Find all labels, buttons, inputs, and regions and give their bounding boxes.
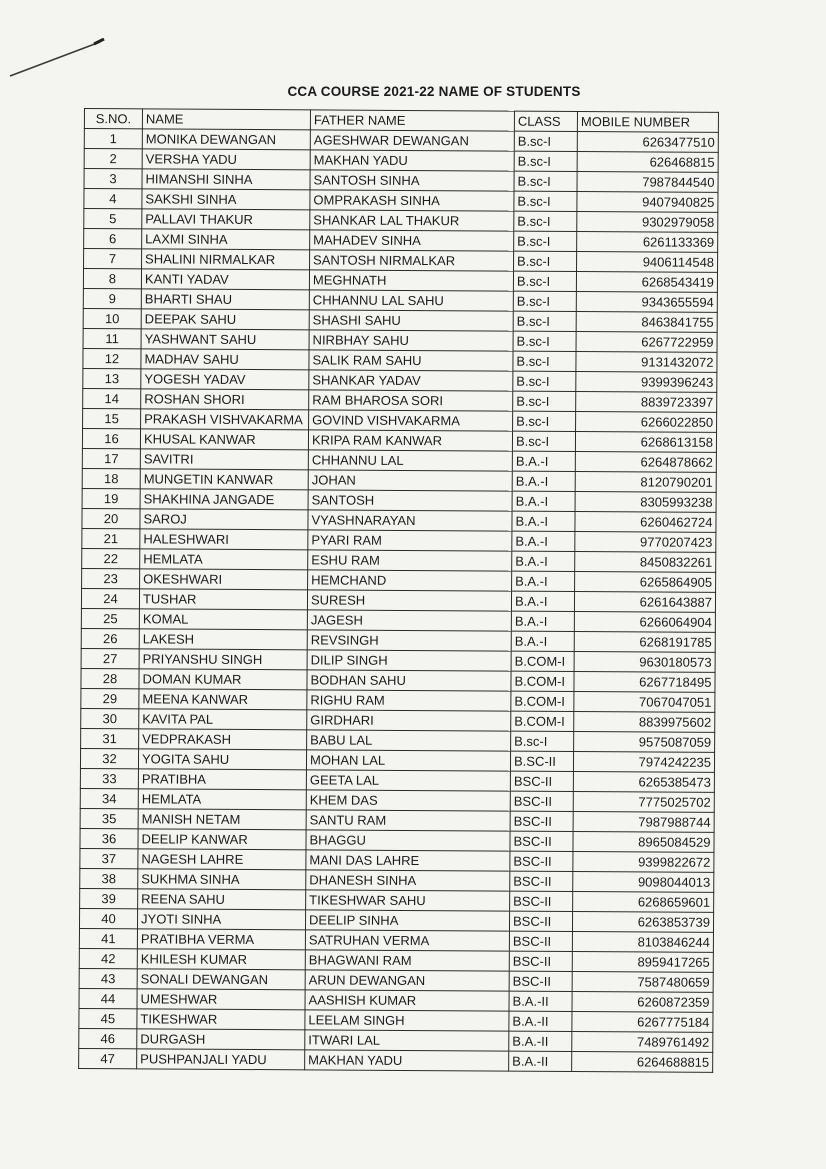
cell-sno: 32: [80, 748, 138, 768]
cell-name: JYOTI SINHA: [137, 909, 305, 930]
cell-name: SAROJ: [140, 509, 308, 530]
cell-mobile-number: 9098044013: [573, 872, 714, 893]
cell-class: B.A.-I: [512, 511, 575, 531]
cell-mobile-number: 9399822672: [573, 852, 714, 873]
cell-sno: 44: [79, 988, 137, 1008]
cell-father-name: ITWARI LAL: [305, 1030, 509, 1051]
cell-father-name: ESHU RAM: [308, 550, 512, 571]
cell-name: SAKSHI SINHA: [142, 189, 310, 210]
cell-name: MUNGETIN KANWAR: [140, 469, 308, 490]
cell-father-name: CHHANNU LAL SAHU: [309, 290, 513, 311]
cell-father-name: ARUN DEWANGAN: [305, 970, 509, 991]
cell-father-name: MAKHAN YADU: [310, 150, 514, 171]
cell-mobile-number: 7067047051: [574, 692, 715, 713]
cell-sno: 8: [83, 269, 141, 289]
cell-class: BSC-II: [510, 851, 573, 871]
cell-mobile-number: 6267722959: [576, 332, 717, 353]
cell-father-name: SALIK RAM SAHU: [309, 350, 513, 371]
cell-name: TUSHAR: [139, 589, 307, 610]
cell-father-name: AASHISH KUMAR: [305, 990, 509, 1011]
cell-name: DURGASH: [137, 1029, 305, 1050]
cell-father-name: BODHAN SAHU: [307, 670, 511, 691]
cell-mobile-number: 6261133369: [577, 232, 718, 253]
cell-sno: 11: [83, 328, 141, 348]
cell-mobile-number: 9399396243: [576, 372, 717, 393]
cell-class: B.COM-I: [511, 691, 574, 711]
cell-mobile-number: 6266064904: [574, 612, 715, 633]
cell-sno: 17: [82, 448, 140, 468]
cell-name: LAKESH: [139, 629, 307, 650]
cell-father-name: DEELIP SINHA: [305, 910, 509, 931]
cell-mobile-number: 7987988744: [573, 812, 714, 833]
cell-mobile-number: 6268543419: [576, 272, 717, 293]
cell-class: B.sc-I: [514, 131, 577, 151]
cell-class: B.sc-I: [513, 411, 576, 431]
cell-sno: 18: [82, 468, 140, 488]
cell-father-name: MOHAN LAL: [306, 750, 510, 771]
pen-stroke-mark: [8, 38, 106, 78]
table-row: [79, 1048, 713, 1072]
cell-father-name: SANTOSH SINHA: [310, 170, 514, 191]
cell-sno: 13: [83, 368, 141, 388]
cell-sno: 27: [81, 648, 139, 668]
cell-name: MEENA KANWAR: [139, 689, 307, 710]
cell-mobile-number: 6267718495: [574, 672, 715, 693]
cell-mobile-number: 6265864905: [575, 572, 716, 593]
cell-mobile-number: 9406114548: [577, 252, 718, 273]
cell-name: MONIKA DEWANGAN: [142, 129, 310, 150]
cell-class: BSC-II: [510, 831, 573, 851]
cell-mobile-number: 6260462724: [575, 512, 716, 533]
cell-class: B.sc-I: [513, 371, 576, 391]
cell-sno: 26: [81, 628, 139, 648]
cell-father-name: PYARI RAM: [308, 530, 512, 551]
cell-mobile-number: 6260872359: [572, 991, 713, 1012]
cell-sno: 3: [84, 169, 142, 189]
cell-mobile-number: 8463841755: [576, 312, 717, 333]
cell-name: SONALI DEWANGAN: [137, 969, 305, 990]
cell-mobile-number: 7489761492: [572, 1031, 713, 1052]
cell-father-name: SANTOSH: [308, 490, 512, 511]
cell-mobile-number: 9131432072: [576, 352, 717, 373]
cell-class: B.COM-I: [511, 711, 574, 731]
cell-sno: 36: [80, 828, 138, 848]
cell-mobile-number: 6263853739: [572, 911, 713, 932]
cell-class: B.sc-I: [513, 311, 576, 331]
header-father-name: FATHER NAME: [310, 110, 514, 131]
cell-name: KHILESH KUMAR: [137, 949, 305, 970]
cell-sno: 40: [79, 908, 137, 928]
cell-mobile-number: 8450832261: [575, 552, 716, 573]
cell-sno: 1: [84, 129, 142, 149]
cell-class: BSC-II: [509, 971, 572, 991]
cell-name: DEEPAK SAHU: [141, 309, 309, 330]
cell-mobile-number: 6268191785: [574, 632, 715, 653]
cell-sno: 16: [82, 428, 140, 448]
cell-sno: 42: [79, 948, 137, 968]
cell-name: DOMAN KUMAR: [139, 669, 307, 690]
cell-father-name: REVSINGH: [307, 630, 511, 651]
table-body: [79, 129, 719, 1073]
cell-class: B.A.-II: [509, 1011, 572, 1031]
cell-father-name: SHANKAR LAL THAKUR: [310, 210, 514, 231]
cell-sno: 43: [79, 968, 137, 988]
cell-class: BSC-II: [509, 911, 572, 931]
cell-sno: 24: [81, 588, 139, 608]
cell-sno: 46: [79, 1028, 137, 1048]
cell-sno: 41: [79, 928, 137, 948]
cell-name: SAVITRI: [140, 449, 308, 470]
cell-mobile-number: 6264878662: [575, 452, 716, 473]
cell-mobile-number: 8965084529: [573, 832, 714, 853]
cell-father-name: AGESHWAR DEWANGAN: [310, 130, 514, 151]
cell-father-name: SHANKAR YADAV: [309, 370, 513, 391]
header-name: NAME: [142, 109, 310, 130]
cell-name: DEELIP KANWAR: [138, 829, 306, 850]
cell-name: LAXMI SINHA: [142, 229, 310, 250]
cell-name: KANTI YADAV: [141, 269, 309, 290]
header-sno: S.NO.: [84, 109, 142, 129]
cell-mobile-number: 7775025702: [573, 792, 714, 813]
cell-name: SUKHMA SINHA: [138, 869, 306, 890]
cell-class: B.sc-I: [513, 391, 576, 411]
cell-father-name: KHEM DAS: [306, 790, 510, 811]
cell-name: KOMAL: [139, 609, 307, 630]
cell-father-name: BHAGGU: [306, 830, 510, 851]
cell-sno: 31: [81, 728, 139, 748]
cell-class: B.sc-I: [514, 251, 577, 271]
cell-class: B.A.-I: [512, 451, 575, 471]
cell-sno: 34: [80, 788, 138, 808]
document-title: CCA COURSE 2021-22 NAME OF STUDENTS: [287, 84, 581, 99]
cell-father-name: LEELAM SINGH: [305, 1010, 509, 1031]
cell-father-name: MAKHAN YADU: [305, 1050, 509, 1071]
cell-father-name: SATRUHAN VERMA: [305, 930, 509, 951]
cell-class: BSC-II: [510, 811, 573, 831]
cell-sno: 9: [83, 288, 141, 308]
students-table: [78, 108, 719, 1073]
cell-father-name: GIRDHARI: [307, 710, 511, 731]
cell-sno: 25: [81, 608, 139, 628]
cell-father-name: MEGHNATH: [309, 270, 513, 291]
cell-class: B.sc-I: [511, 731, 574, 751]
cell-name: PRATIBHA VERMA: [137, 929, 305, 950]
cell-name: KHUSAL KANWAR: [140, 429, 308, 450]
cell-sno: 47: [79, 1048, 137, 1068]
cell-sno: 14: [83, 388, 141, 408]
cell-name: PRATIBHA: [138, 769, 306, 790]
cell-father-name: KRIPA RAM KANWAR: [308, 430, 512, 451]
cell-sno: 6: [84, 229, 142, 249]
cell-name: BHARTI SHAU: [141, 289, 309, 310]
cell-sno: 33: [80, 768, 138, 788]
cell-name: PALLAVI THAKUR: [142, 209, 310, 230]
cell-sno: 30: [81, 708, 139, 728]
cell-father-name: MANI DAS LAHRE: [306, 850, 510, 871]
cell-name: MADHAV SAHU: [141, 349, 309, 370]
cell-mobile-number: 8959417265: [572, 951, 713, 972]
cell-sno: 39: [80, 888, 138, 908]
cell-name: HEMLATA: [138, 789, 306, 810]
cell-class: B.sc-I: [514, 211, 577, 231]
cell-name: OKESHWARI: [140, 569, 308, 590]
cell-name: YOGITA SAHU: [138, 749, 306, 770]
cell-sno: 12: [83, 348, 141, 368]
cell-sno: 4: [84, 189, 142, 209]
cell-mobile-number: 6265385473: [573, 772, 714, 793]
cell-name: HEMLATA: [140, 549, 308, 570]
cell-mobile-number: 6263477510: [577, 132, 718, 153]
cell-sno: 38: [80, 868, 138, 888]
cell-father-name: RAM BHAROSA SORI: [309, 390, 513, 411]
cell-father-name: GEETA LAL: [306, 770, 510, 791]
cell-name: UMESHWAR: [137, 989, 305, 1010]
cell-father-name: SHASHI SAHU: [309, 310, 513, 331]
cell-sno: 35: [80, 808, 138, 828]
cell-father-name: MAHADEV SINHA: [310, 230, 514, 251]
cell-mobile-number: 7974242235: [573, 752, 714, 773]
cell-class: B.sc-I: [513, 331, 576, 351]
cell-mobile-number: 7587480659: [572, 971, 713, 992]
cell-sno: 22: [82, 548, 140, 568]
cell-class: B.sc-I: [513, 351, 576, 371]
cell-mobile-number: 6264688815: [572, 1051, 713, 1072]
cell-mobile-number: 9630180573: [574, 652, 715, 673]
cell-class: B.COM-I: [511, 651, 574, 671]
cell-class: BSC-II: [510, 771, 573, 791]
cell-class: B.sc-I: [513, 271, 576, 291]
cell-sno: 2: [84, 149, 142, 169]
cell-name: SHAKHINA JANGADE: [140, 489, 308, 510]
cell-class: B.A.-I: [511, 611, 574, 631]
cell-class: B.sc-I: [513, 291, 576, 311]
cell-sno: 15: [83, 408, 141, 428]
cell-sno: 23: [82, 568, 140, 588]
cell-mobile-number: 7987844540: [577, 172, 718, 193]
cell-class: BSC-II: [509, 951, 572, 971]
cell-class: B.A.-II: [509, 1031, 572, 1051]
cell-mobile-number: 6266022850: [576, 412, 717, 433]
cell-father-name: JOHAN: [308, 470, 512, 491]
cell-mobile-number: 9343655594: [576, 292, 717, 313]
cell-sno: 29: [81, 688, 139, 708]
cell-name: NAGESH LAHRE: [138, 849, 306, 870]
cell-mobile-number: 8839723397: [576, 392, 717, 413]
cell-sno: 37: [80, 848, 138, 868]
cell-mobile-number: 6268659601: [573, 892, 714, 913]
cell-name: MANISH NETAM: [138, 809, 306, 830]
cell-father-name: SANTU RAM: [306, 810, 510, 831]
cell-class: BSC-II: [510, 791, 573, 811]
cell-father-name: JAGESH: [307, 610, 511, 631]
cell-father-name: RIGHU RAM: [307, 690, 511, 711]
cell-father-name: CHHANNU LAL: [308, 450, 512, 471]
cell-mobile-number: 9302979058: [577, 212, 718, 233]
cell-class: B.A.-I: [512, 471, 575, 491]
cell-class: B.A.-I: [512, 531, 575, 551]
cell-name: VERSHA YADU: [142, 149, 310, 170]
cell-name: PRAKASH VISHVAKARMA: [141, 409, 309, 430]
cell-class: B.SC-II: [510, 751, 573, 771]
cell-father-name: DILIP SINGH: [307, 650, 511, 671]
cell-class: BSC-II: [509, 931, 572, 951]
cell-name: VEDPRAKASH: [139, 729, 307, 750]
cell-class: B.A.-I: [512, 491, 575, 511]
cell-class: B.A.-I: [512, 571, 575, 591]
cell-sno: 45: [79, 1008, 137, 1028]
cell-sno: 28: [81, 668, 139, 688]
cell-sno: 19: [82, 488, 140, 508]
cell-sno: 10: [83, 308, 141, 328]
cell-name: REENA SAHU: [138, 889, 306, 910]
cell-sno: 5: [84, 209, 142, 229]
cell-class: B.A.-I: [512, 551, 575, 571]
cell-class: B.A.-II: [509, 1051, 572, 1071]
cell-mobile-number: 6267775184: [572, 1011, 713, 1032]
cell-class: BSC-II: [510, 891, 573, 911]
cell-father-name: OMPRAKASH SINHA: [310, 190, 514, 211]
cell-name: KAVITA PAL: [139, 709, 307, 730]
cell-class: B.A.-I: [511, 591, 574, 611]
cell-name: PUSHPANJALI YADU: [137, 1049, 305, 1070]
cell-class: BSC-II: [510, 871, 573, 891]
cell-name: YOGESH YADAV: [141, 369, 309, 390]
cell-mobile-number: 8120790201: [575, 472, 716, 493]
cell-mobile-number: 6268613158: [575, 432, 716, 453]
cell-mobile-number: 8103846244: [572, 931, 713, 952]
cell-name: HALESHWARI: [140, 529, 308, 550]
cell-father-name: TIKESHWAR SAHU: [306, 890, 510, 911]
cell-father-name: BHAGWANI RAM: [305, 950, 509, 971]
cell-mobile-number: 6261643887: [574, 592, 715, 613]
cell-father-name: VYASHNARAYAN: [308, 510, 512, 531]
cell-father-name: SANTOSH NIRMALKAR: [310, 250, 514, 271]
cell-class: B.sc-I: [514, 231, 577, 251]
cell-class: B.sc-I: [514, 191, 577, 211]
cell-father-name: GOVIND VISHVAKARMA: [309, 410, 513, 431]
cell-mobile-number: 626468815: [577, 152, 718, 173]
cell-class: B.sc-I: [514, 171, 577, 191]
cell-father-name: SURESH: [307, 590, 511, 611]
cell-sno: 20: [82, 508, 140, 528]
cell-father-name: DHANESH SINHA: [306, 870, 510, 891]
cell-name: YASHWANT SAHU: [141, 329, 309, 350]
cell-mobile-number: 8305993238: [575, 492, 716, 513]
cell-name: SHALINI NIRMALKAR: [142, 249, 310, 270]
header-class: CLASS: [514, 111, 577, 131]
header-mobile-number: MOBILE NUMBER: [577, 112, 718, 133]
cell-sno: 21: [82, 528, 140, 548]
cell-class: B.A.-II: [509, 991, 572, 1011]
cell-sno: 7: [84, 249, 142, 269]
cell-class: B.COM-I: [511, 671, 574, 691]
cell-class: B.A.-I: [511, 631, 574, 651]
cell-father-name: NIRBHAY SAHU: [309, 330, 513, 351]
cell-class: B.sc-I: [514, 151, 577, 171]
cell-name: PRIYANSHU SINGH: [139, 649, 307, 670]
cell-mobile-number: 9575087059: [574, 732, 715, 753]
cell-name: HIMANSHI SINHA: [142, 169, 310, 190]
cell-name: ROSHAN SHORI: [141, 389, 309, 410]
cell-mobile-number: 9770207423: [575, 532, 716, 553]
cell-class: B.sc-I: [512, 431, 575, 451]
cell-father-name: BABU LAL: [307, 730, 511, 751]
cell-father-name: HEMCHAND: [308, 570, 512, 591]
cell-mobile-number: 8839975602: [574, 712, 715, 733]
cell-name: TIKESHWAR: [137, 1009, 305, 1030]
cell-mobile-number: 9407940825: [577, 192, 718, 213]
